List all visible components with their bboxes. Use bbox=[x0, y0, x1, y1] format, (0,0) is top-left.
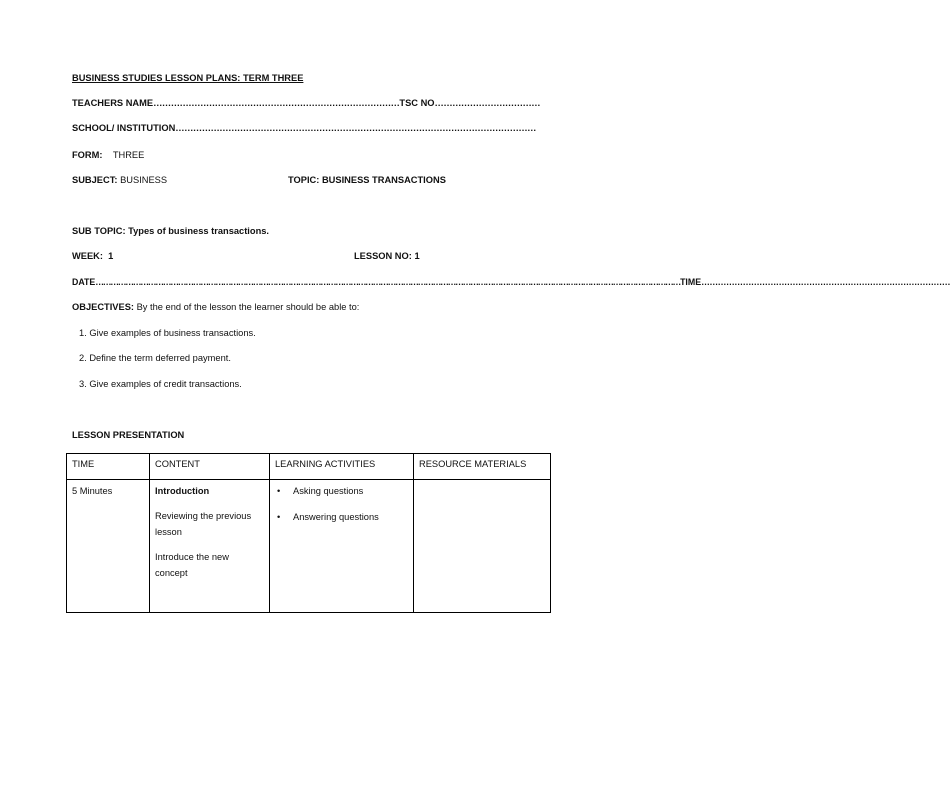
tsc-no-blank: ……………………………… bbox=[434, 98, 541, 108]
activities-list bbox=[275, 483, 408, 525]
header-content: CONTENT bbox=[150, 454, 270, 480]
school-line bbox=[72, 123, 536, 133]
content-title: Introduction bbox=[155, 486, 210, 496]
week-value: 1 bbox=[108, 251, 114, 261]
lesson-presentation-table bbox=[66, 453, 551, 613]
lesson-no-label: LESSON NO: bbox=[354, 251, 412, 261]
time-blank: ……………………………………………………………………………… bbox=[701, 277, 950, 287]
teacher-name-blank: ………………………………………………………………………… bbox=[153, 98, 400, 108]
list-item: • Asking questions bbox=[275, 483, 408, 499]
cell-content bbox=[150, 480, 270, 613]
week-label: WEEK: bbox=[72, 251, 103, 261]
cell-time: 5 Minutes bbox=[67, 480, 150, 613]
form-value: THREE bbox=[112, 150, 145, 160]
subject-label: SUBJECT: bbox=[72, 175, 118, 185]
topic-value: BUSINESS TRANSACTIONS bbox=[321, 175, 446, 185]
objective-item: 1. Give examples of business transactions. bbox=[79, 328, 256, 338]
table-header-row bbox=[67, 454, 551, 480]
objective-item: 3. Give examples of credit transactions. bbox=[79, 379, 242, 389]
school-label: SCHOOL/ INSTITUTION bbox=[72, 123, 176, 133]
date-line bbox=[72, 277, 950, 287]
teacher-name-line bbox=[72, 98, 540, 108]
objective-item: 2. Define the term deferred payment. bbox=[79, 353, 231, 363]
document-title: BUSINESS STUDIES LESSON PLANS: TERM THREE bbox=[72, 73, 304, 83]
topic-line bbox=[288, 175, 446, 185]
lesson-presentation-heading: LESSON PRESENTATION bbox=[72, 430, 185, 440]
cell-resource-materials bbox=[414, 480, 551, 613]
form-label: FORM: bbox=[72, 150, 103, 160]
content-line: Reviewing the previous lesson bbox=[155, 511, 252, 537]
table-row bbox=[67, 480, 551, 613]
lesson-no-value: 1 bbox=[414, 251, 420, 261]
week-line bbox=[72, 251, 113, 261]
list-item: • Answering questions bbox=[275, 509, 408, 525]
header-resource-materials: RESOURCE MATERIALS bbox=[414, 454, 551, 480]
tsc-no-label: TSC NO bbox=[399, 98, 435, 108]
objectives-intro: By the end of the lesson the learner should be able to: bbox=[136, 302, 360, 312]
lesson-no-line bbox=[354, 251, 420, 261]
sub-topic: SUB TOPIC: Types of business transactions. bbox=[72, 226, 270, 236]
header-time: TIME bbox=[67, 454, 150, 480]
school-blank: …………………………………………………………………………………………………………… bbox=[175, 123, 536, 133]
teacher-name-label: TEACHERS NAME bbox=[72, 98, 154, 108]
date-blank: ……………………………………………………………………………………………………………………………………………………………………………………………………………… bbox=[95, 277, 681, 287]
time-label: TIME bbox=[680, 277, 702, 287]
subject-line bbox=[72, 175, 167, 185]
header-learning-activities: LEARNING ACTIVITIES bbox=[270, 454, 414, 480]
topic-label: TOPIC: bbox=[288, 175, 320, 185]
form-line bbox=[72, 150, 144, 160]
date-label: DATE bbox=[72, 277, 96, 287]
cell-learning-activities bbox=[270, 480, 414, 613]
content-line: Introduce the new concept bbox=[155, 552, 229, 578]
objectives-label: OBJECTIVES: bbox=[72, 302, 134, 312]
subject-value: BUSINESS bbox=[120, 175, 168, 185]
objectives-line bbox=[72, 302, 359, 312]
